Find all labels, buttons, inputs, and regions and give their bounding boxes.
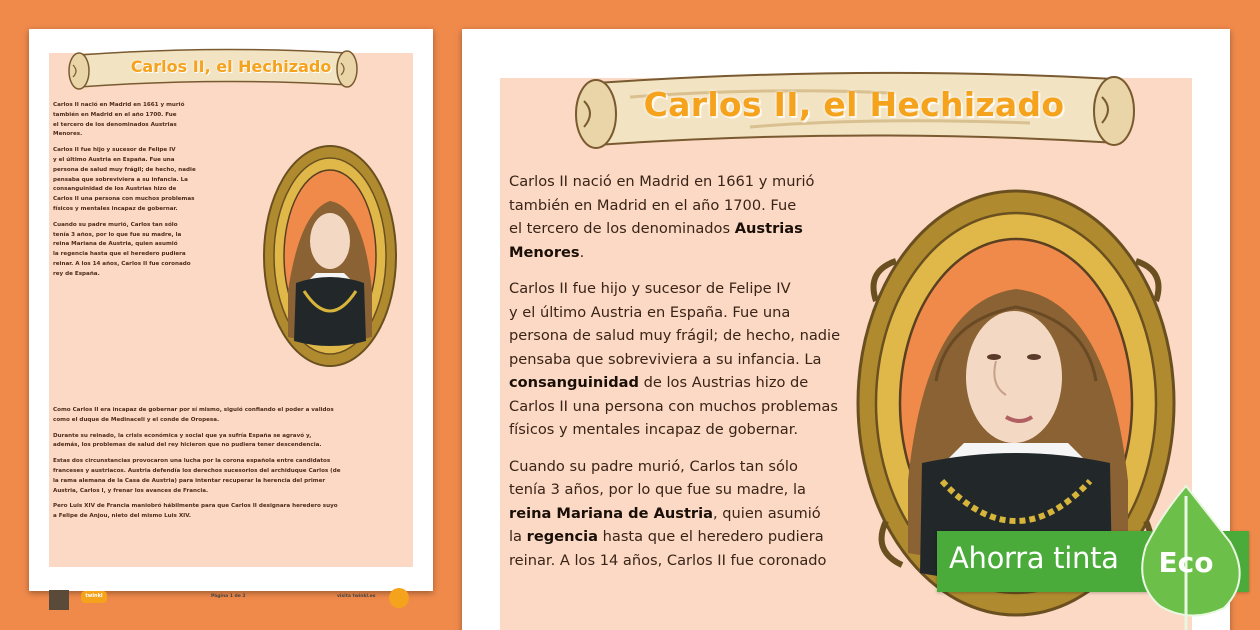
twinkl-badge-icon — [389, 588, 409, 608]
thumbnail-title: Carlos II, el Hechizado — [130, 57, 332, 76]
paragraph-2: Carlos II fue hijo y sucesor de Felipe IV y el último Austria en España. Fue una persona de salud muy frágil; de hecho, nadie pensaba que sobreviviera a su infancia. La consanguinidad de los Austrias hizo de Carlos II una persona con muchos problemas físicos y mentales incapaz de gobernar. — [509, 280, 841, 438]
paragraph-3: Cuando su padre murió, Carlos tan sólo tenía 3 años, por lo que fue su madre, la reina Mariana de Austria, quien asumió la regencia hasta que el heredero pudiera reinar. A los 14 años, Carlos II fue coronado — [509, 457, 827, 569]
eco-leaf-label: Eco — [1158, 546, 1214, 579]
footer-site: visita twinkl.es — [337, 594, 376, 599]
page-number: Página 1 de 2 — [211, 594, 246, 599]
thumbnail-text-wide — [53, 406, 413, 528]
main-text — [509, 170, 854, 585]
portrait-icon — [260, 141, 400, 371]
thumbnail-text-column — [53, 101, 253, 286]
eco-badge-label: Ahorra tinta — [949, 541, 1119, 575]
thumbnail-footer — [49, 582, 413, 612]
paragraph-1: Carlos II nació en Madrid en 1661 y murió también en Madrid en el año 1700. Fue el tercero de los denominados Austrias Menores. — [509, 173, 815, 261]
twinkl-logo: twinkl — [81, 591, 107, 603]
thumbnail-paragraph-5: Durante su reinado, la crisis económica y social que ya sufría España se agravó y, además, los problemas de salud del rey hicieron que no pudiera tener descendencia. — [53, 432, 322, 449]
thumbnail-paragraph-3: Cuando su padre murió, Carlos tan sólo tenía 3 años, por lo que fue su madre, la reina Mariana de Austria, quien asumió la regencia hasta que el heredero pudiera reinar. A los 14 años, Carlos II fue coronado rey de España. — [53, 221, 191, 277]
thumbnail-paragraph-4: Como Carlos II era incapaz de gobernar por sí mismo, siguió confiando el poder a validos como el duque de Medinaceli y el conde de Oropesa. — [53, 407, 334, 423]
thumbnail-paragraph-7: Pero Luis XIV de Francia maniobró hábilmente para que Carlos II designara heredero suyo a Felipe de Anjou, nieto del mismo Luis XIV. — [53, 503, 338, 520]
thumbnail-page[interactable] — [29, 29, 433, 599]
thumbnail-paragraph-6: Estas dos circunstancias provocaron una lucha por la corona española entre candidatos franceses y austriacos. Austria defendía los derechos sucesorios del archiduque Carlos (de la rama alemana de la Casa de Austria) para intentar recuperar la herencia del primer Austria, Carlos I, y frenar los avances de Francia. — [53, 458, 341, 494]
thumbnail-paragraph-1: Carlos II nació en Madrid en 1661 y murió también en Madrid en el año 1700. Fue el tercero de los denominados Austrias Menores. — [53, 102, 185, 138]
leaf-icon — [1120, 484, 1260, 630]
thumbnail-paragraph-2: Carlos II fue hijo y sucesor de Felipe IV y el último Austria en España. Fue una persona de salud muy frágil; de hecho, nadie pensaba que sobreviviera a su infancia. La consanguinidad de los Austrias hizo de Carlos II una persona con muchos problemas físicos y mentales incapaz de gobernar. — [53, 147, 196, 212]
qr-code-icon — [49, 590, 69, 610]
page-title: Carlos II, el Hechizado — [643, 85, 1065, 124]
